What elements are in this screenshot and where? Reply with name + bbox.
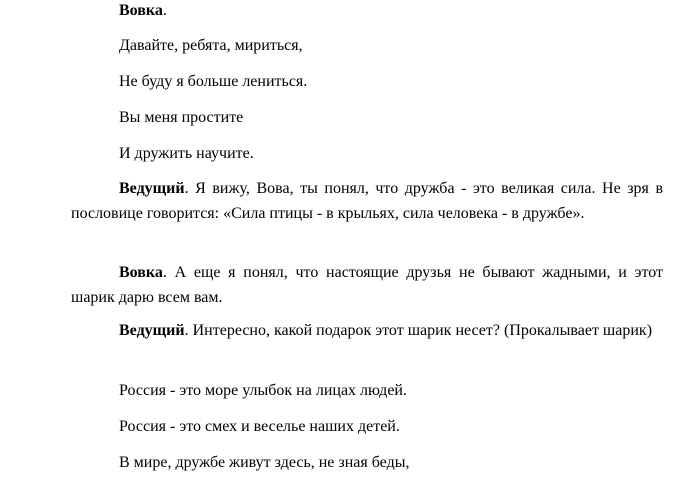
verse-line: Россия - это море улыбок на лицах людей. bbox=[119, 382, 407, 399]
dialogue-text: . А еще я понял, что настоящие друзья не бывают жадными, и этот шарик дарю всем вам. bbox=[71, 264, 663, 306]
dialogue-text: . Я вижу, Вова, ты понял, что дружба - это великая сила. Не зря в пословице говорится: «Сила птицы - в крыльях, сила человека - в дружбе». bbox=[71, 180, 663, 222]
verse-line: В мире, дружбе живут здесь, не зная беды, bbox=[119, 454, 410, 471]
verse-line: Россия - это смех и веселье наших детей. bbox=[119, 418, 400, 435]
verse-line: И дружить научите. bbox=[119, 145, 254, 162]
speaker-line-vovka bbox=[119, 1, 167, 20]
speaker-name: Вовка bbox=[119, 2, 163, 19]
verse-line: Давайте, ребята, мириться, bbox=[119, 37, 303, 54]
dialogue-text: . Интересно, какой подарок этот шарик несет? (Прокалывает шарик) bbox=[184, 322, 653, 339]
speaker-name: Вовка bbox=[119, 264, 163, 281]
speaker-name: Ведущий bbox=[119, 322, 185, 339]
speaker-period: . bbox=[162, 2, 167, 19]
verse-line: Вы меня простите bbox=[119, 109, 244, 126]
dialogue-paragraph bbox=[71, 176, 663, 226]
verse-line: Не буду я больше лениться. bbox=[119, 73, 308, 90]
speaker-name: Ведущий bbox=[119, 180, 185, 197]
dialogue-paragraph bbox=[71, 318, 663, 343]
dialogue-paragraph bbox=[71, 260, 663, 310]
